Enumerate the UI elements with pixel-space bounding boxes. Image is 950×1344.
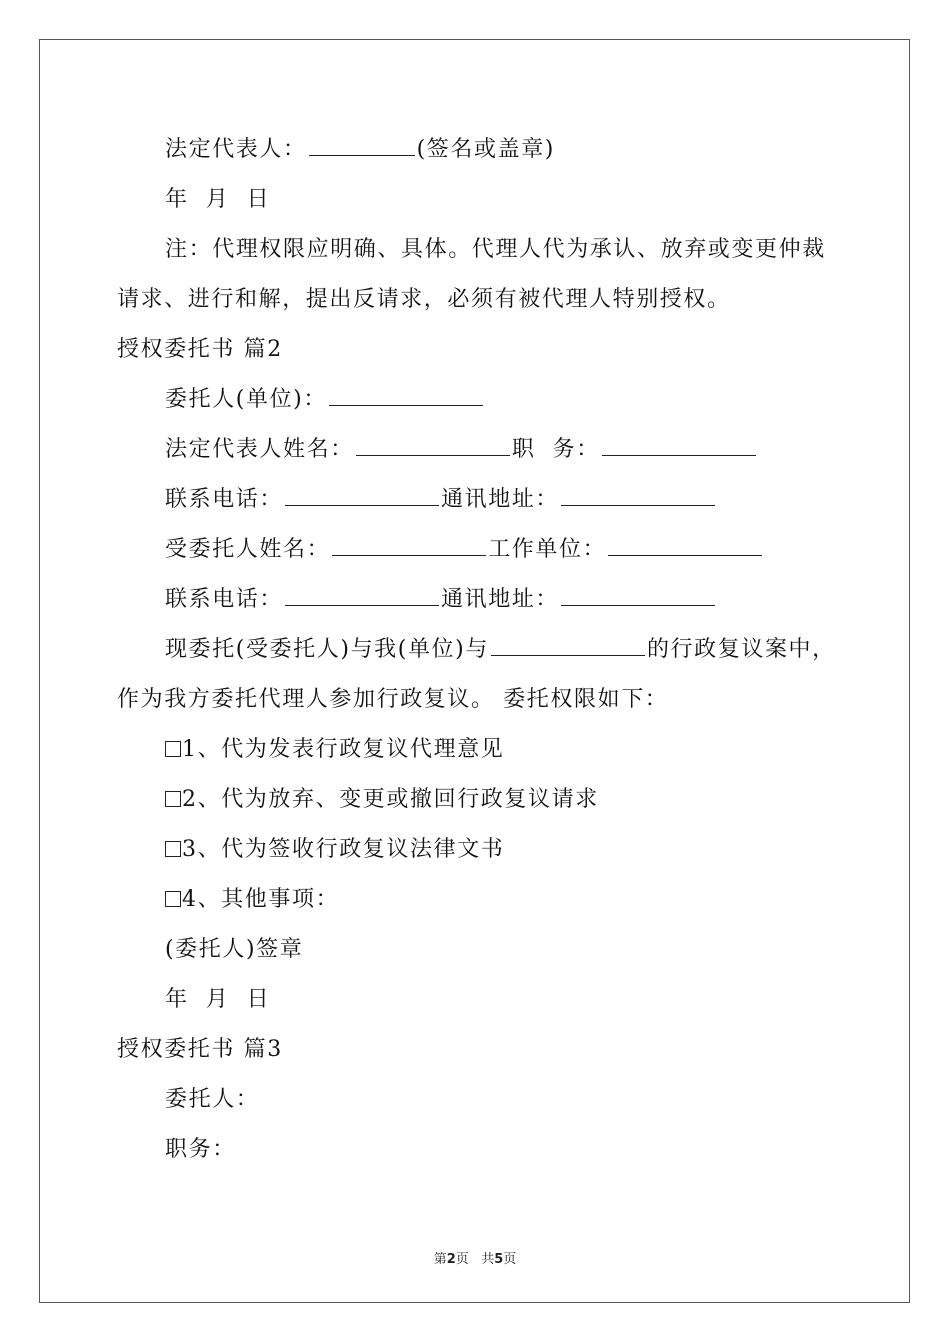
phone-label-1: 联系电话： <box>165 487 284 512</box>
authority-item-1 <box>165 735 504 765</box>
legal-rep-name-blank <box>356 435 510 456</box>
total-pages: 5 <box>494 1252 504 1267</box>
address-label-2: 通讯地址： <box>441 587 560 612</box>
footer-prefix: 第 <box>433 1252 447 1267</box>
entrust-text-b: 的行政复议案中， <box>646 637 836 662</box>
checkbox-icon <box>165 791 181 807</box>
legal-rep-label: 法定代表人： <box>165 137 307 162</box>
client-unit-line <box>165 385 485 415</box>
page-footer <box>0 1248 950 1267</box>
legal-rep-name-line <box>165 435 758 465</box>
note-line-2: 请求、进行和解，提出反请求，必须有被代理人特别授权。 <box>117 287 731 312</box>
authority-item-4 <box>165 885 339 915</box>
legal-rep-name-label: 法定代表人姓名： <box>165 437 354 462</box>
authority-item-3 <box>165 835 504 865</box>
client-unit-blank <box>329 385 483 406</box>
work-unit-label: 工作单位： <box>488 537 607 562</box>
phone-blank-2 <box>285 585 439 606</box>
entrust-line-1 <box>165 635 836 665</box>
agent-name-label: 受委托人姓名： <box>165 537 331 562</box>
client-unit-label: 委托人(单位)： <box>165 387 327 412</box>
page-number: 2 <box>446 1252 456 1267</box>
note-line-1: 注：代理权限应明确、具体。代理人代为承认、放弃或变更仲裁 <box>165 237 826 262</box>
authority-item-4-text: 4、其他事项： <box>182 887 340 912</box>
work-unit-blank <box>608 535 762 556</box>
position-line: 职务： <box>165 1137 236 1162</box>
entrust-blank <box>491 635 645 656</box>
footer-total-prefix: 共 <box>481 1252 495 1267</box>
checkbox-icon <box>165 891 181 907</box>
legal-rep-suffix: (签名或盖章) <box>416 137 555 162</box>
entrust-line-2: 作为我方委托代理人参加行政复议。 委托权限如下： <box>117 687 669 712</box>
checkbox-icon <box>165 741 181 757</box>
legal-rep-line <box>165 135 555 165</box>
footer-total-unit: 页 <box>503 1252 517 1267</box>
address-label-1: 通讯地址： <box>441 487 560 512</box>
address-blank-1 <box>561 485 715 506</box>
footer-page-unit: 页 <box>455 1252 469 1267</box>
authority-item-2 <box>165 785 599 815</box>
position-label: 职 务： <box>511 437 600 462</box>
section-2-title: 授权委托书 篇2 <box>117 337 283 362</box>
client-line: 委托人： <box>165 1087 260 1112</box>
checkbox-icon <box>165 841 181 857</box>
date-line-1: 年 月 日 <box>165 187 271 212</box>
contact-line-1 <box>165 485 717 515</box>
date-line-2: 年 月 日 <box>165 987 271 1012</box>
section-3-title: 授权委托书 篇3 <box>117 1037 283 1062</box>
agent-line <box>165 535 764 565</box>
address-blank-2 <box>561 585 715 606</box>
signature-line: (委托人)签章 <box>165 937 304 962</box>
contact-line-2 <box>165 585 717 615</box>
legal-rep-blank <box>309 135 415 156</box>
authority-item-2-text: 2、代为放弃、变更或撤回行政复议请求 <box>182 787 599 812</box>
phone-label-2: 联系电话： <box>165 587 284 612</box>
agent-name-blank <box>332 535 486 556</box>
position-blank <box>602 435 756 456</box>
authority-item-1-text: 1、代为发表行政复议代理意见 <box>182 737 505 762</box>
entrust-text-a: 现委托(受委托人)与我(单位)与 <box>165 637 489 662</box>
phone-blank-1 <box>285 485 439 506</box>
authority-item-3-text: 3、代为签收行政复议法律文书 <box>182 837 505 862</box>
